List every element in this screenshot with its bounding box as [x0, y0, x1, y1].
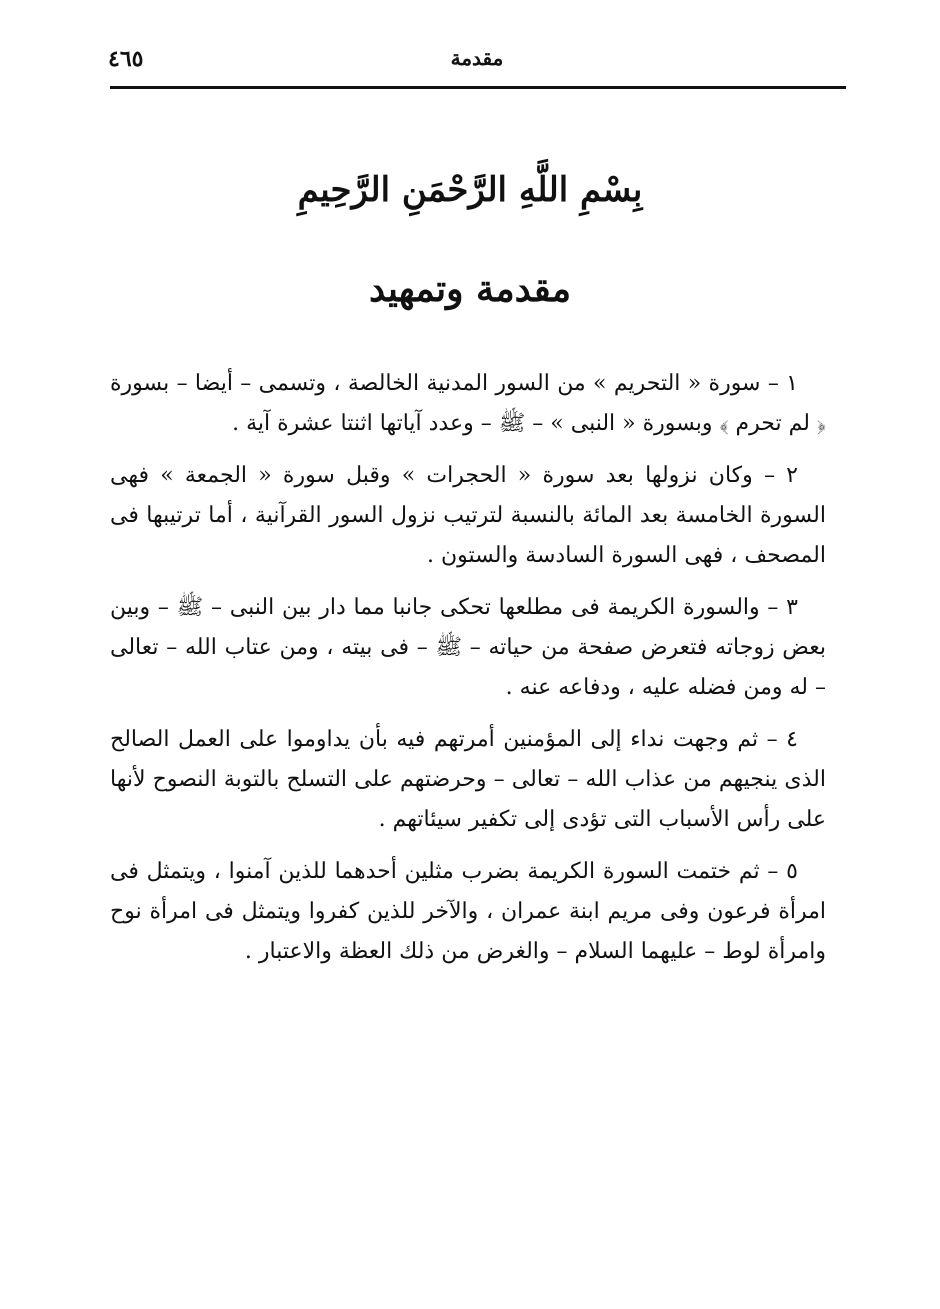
paragraph-5: ٥ – ثم ختمت السورة الكريمة بضرب مثلين أحدهما للذين آمنوا ، ويتمثل فى امرأة فرعون وفى مريم ابنة عمران ، والآخر للذين كفروا ويتمثل فى امرأة نوح وامرأة لوط – عليهما السلام – والغرض من ذلك العظة والاعتبار .	[110, 859, 826, 964]
running-title: مقدمة	[450, 46, 504, 70]
paragraph-3: ٣ – والسورة الكريمة فى مطلعها تحكى جانبا مما دار بين النبى – ﷺ – وبين بعض زوجاته فتعرض صفحة من حياته – ﷺ – فى بيته ، ومن عتاب الله – تعالى – له ومن فضله عليه ، ودفاعه عنه .	[110, 595, 826, 700]
body-text	[110, 364, 826, 984]
basmala-calligraphy: بِسْمِ اللَّهِ الرَّحْمَنِ الرَّحِيمِ	[297, 170, 643, 210]
header-divider	[110, 86, 846, 89]
paragraph-1: ١ – سورة « التحريم » من السور المدنية الخالصة ، وتسمى – أيضا – بسورة ﴿ لم تحرم ﴾ وبسورة « النبى » – ﷺ – وعدد آياتها اثنتا عشرة آية .	[110, 371, 826, 436]
paragraph-2: ٢ – وكان نزولها بعد سورة « الحجرات » وقبل سورة « الجمعة » فهى السورة الخامسة بعد المائة بالنسبة لترتيب نزول السور القرآنية ، أما ترتيبها فى المصحف ، فهى السورة السادسة والستون .	[110, 463, 826, 568]
page-number: ٤٦٥	[108, 46, 144, 72]
running-header	[108, 40, 846, 84]
paragraph-4: ٤ – ثم وجهت نداء إلى المؤمنين أمرتهم فيه بأن يداوموا على العمل الصالح الذى ينجيهم من عذاب الله – تعالى – وحرضتهم على التسلح بالتوبة النصوح لأنها على رأس الأسباب التى تؤدى إلى تكفير سيئاتهم .	[110, 727, 826, 832]
chapter-title: مقدمة وتمهيد	[368, 268, 572, 310]
